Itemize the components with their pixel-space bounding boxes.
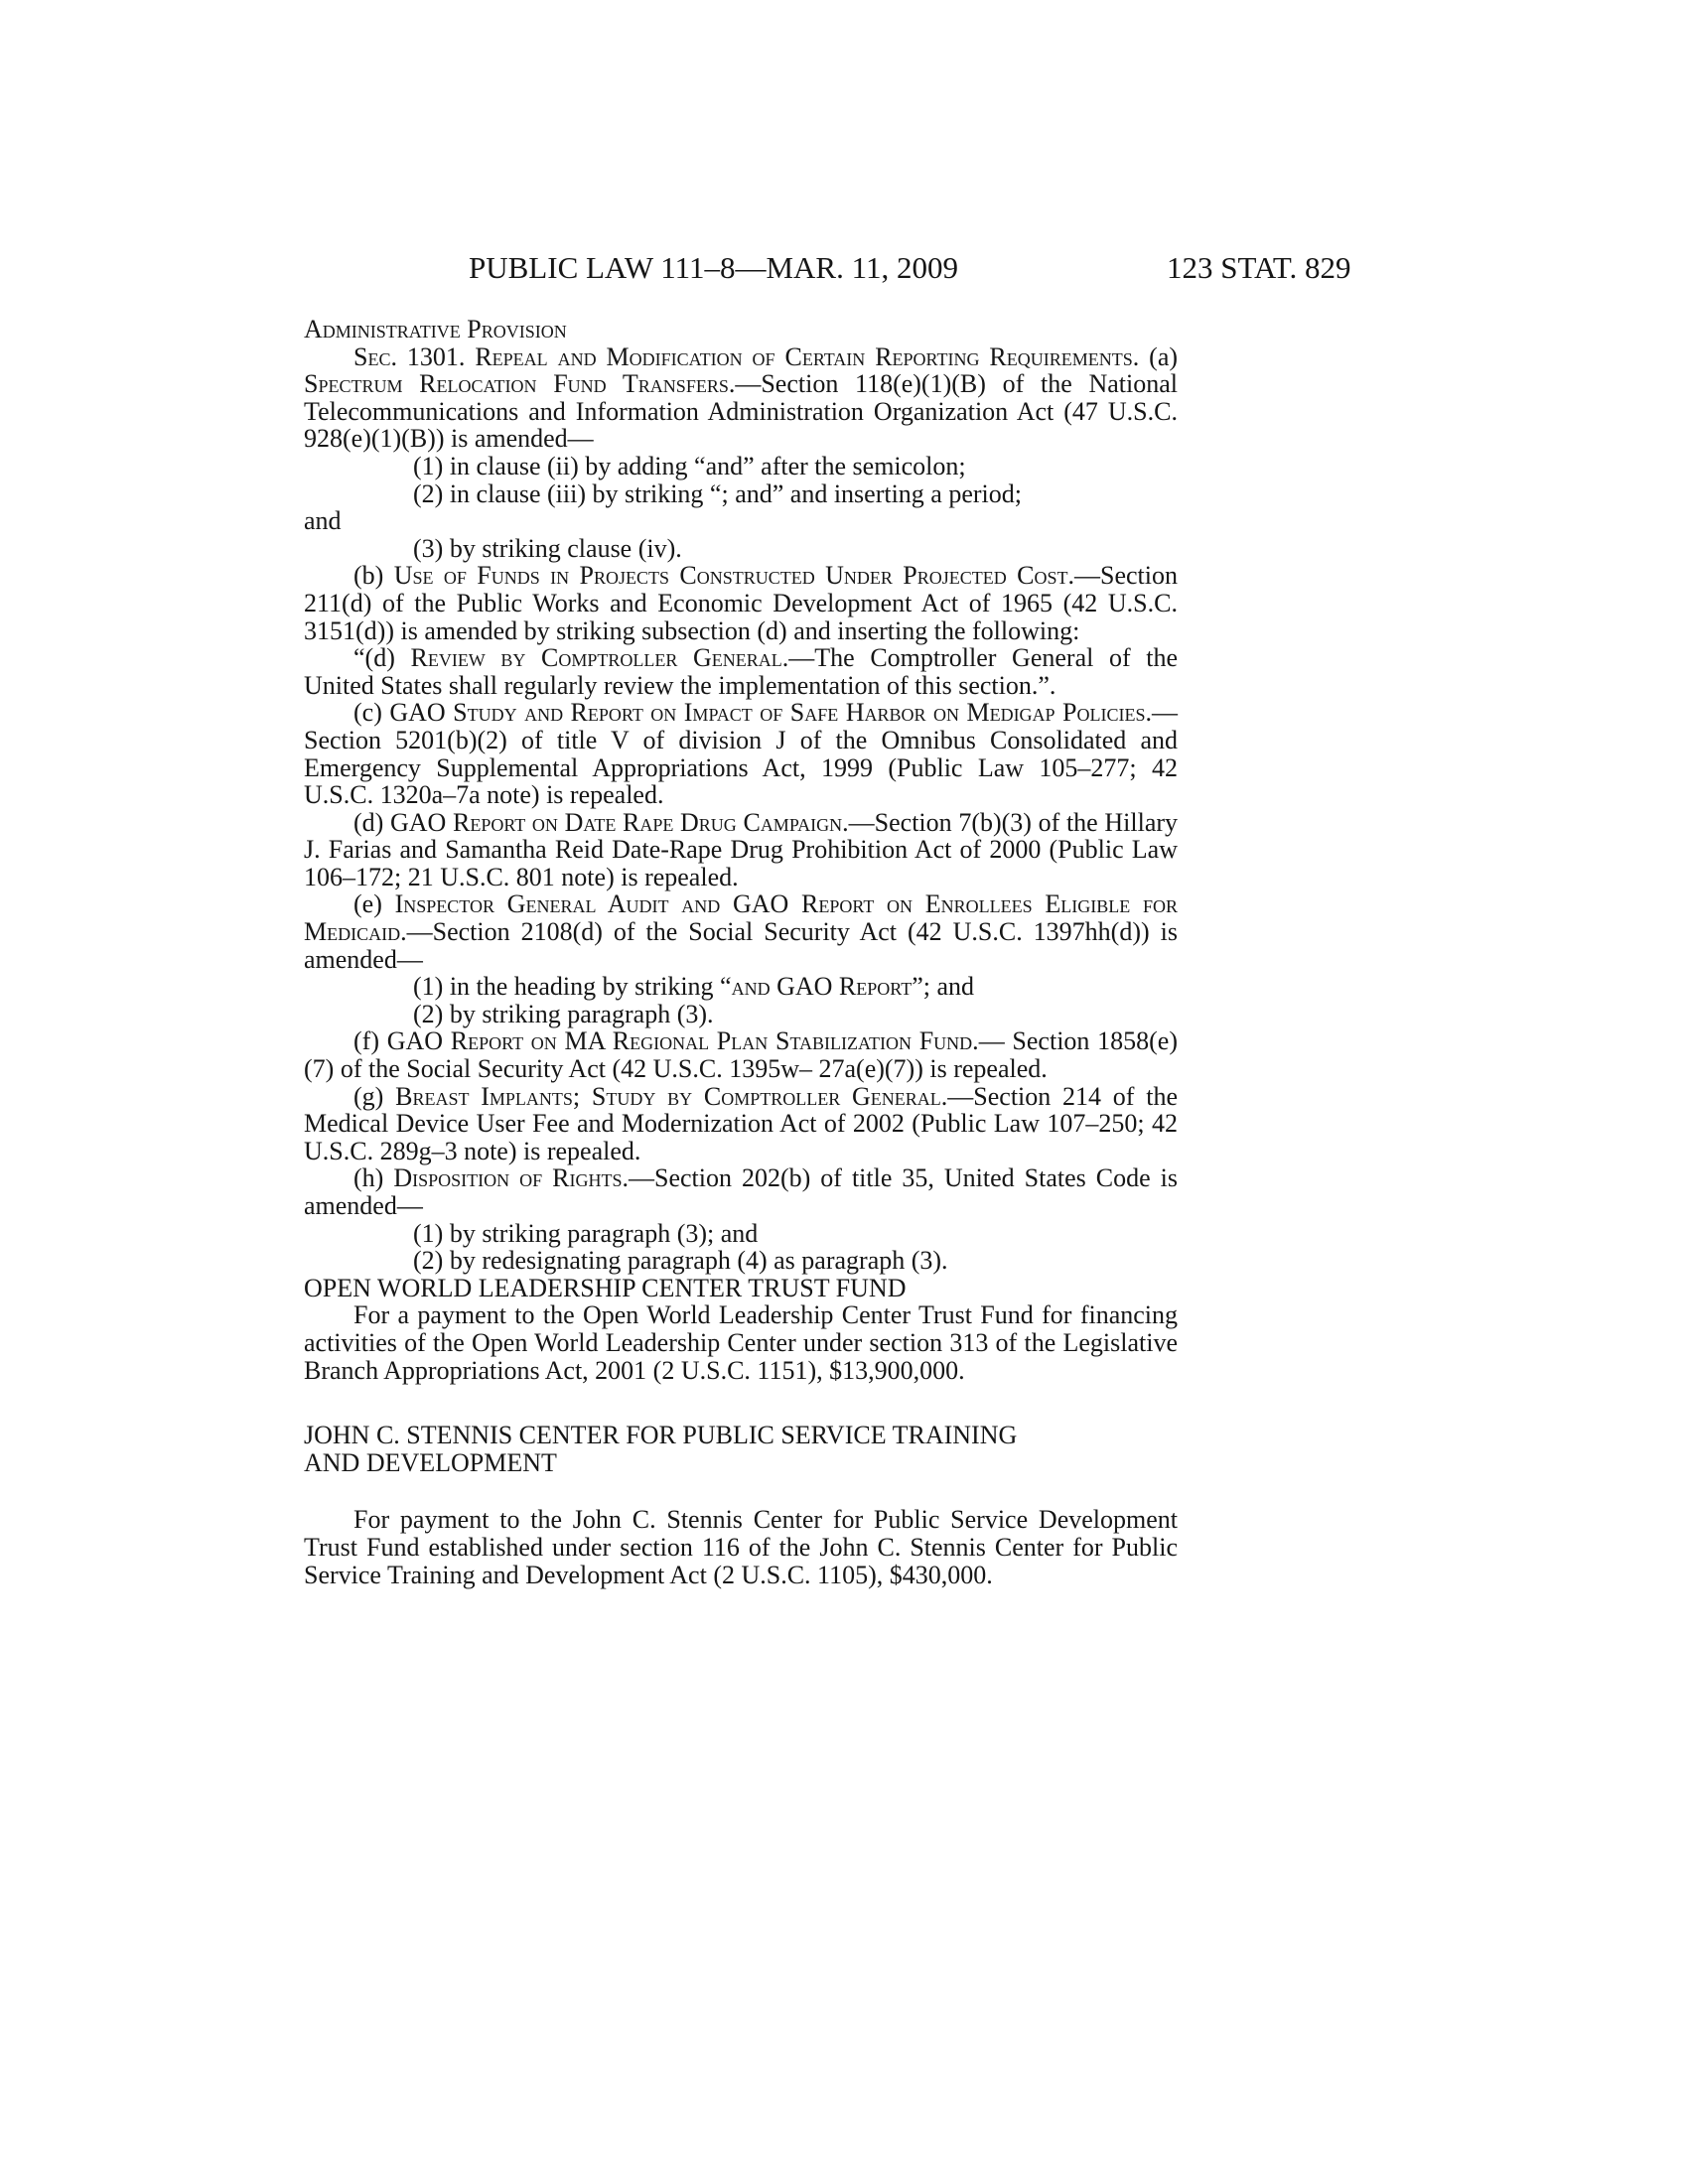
subsection-b-label: (b)	[353, 561, 384, 591]
running-head	[0, 248, 1688, 288]
subsection-d	[304, 809, 1178, 891]
open-world-text: For a payment to the Open World Leadership Center Trust Fund for financing activities of the Open World Leadership Center under section 313 of the Legislative Branch Appropriations Act, 2001 (2 U.S.C. 1151), $13,900,000.	[304, 1300, 1178, 1385]
subsection-d-text: —Section 7(b)(3) of the Hillary J. Farias and Samantha Reid Date-Rape Drug Prohibition Act of 2000 (Public Law 106–172; 21 U.S.C. 801 note) is repealed.	[304, 807, 1179, 891]
subsection-h	[304, 1164, 1178, 1219]
subsection-b-quoted	[304, 644, 1178, 699]
subsection-f-heading: GAO Report on MA Regional Plan Stabilization Fund.	[386, 1026, 979, 1056]
subsection-b	[304, 562, 1178, 644]
quoted-text: —The Comptroller General of the United States shall regularly review the implementation of this section.”.	[304, 643, 1179, 700]
stennis-heading-line1: JOHN C. STENNIS CENTER FOR PUBLIC SERVICE TRAINING	[304, 1421, 1018, 1450]
paragraph-a2-continuation: and	[304, 506, 342, 536]
paragraph-e1-pre: (1) in the heading by striking “	[413, 972, 732, 1002]
section-1301-subsection-a	[304, 343, 1178, 453]
subsection-g	[304, 1083, 1178, 1165]
subsection-c-text: —Section 5201(b)(2) of title V of division J of the Omnibus Consolidated and Emergency Supplemental Appropriations Act, 1999 (Public Law 105–277; 42 U.S.C. 1320a–7a note) is repealed.	[304, 698, 1178, 810]
subsection-f-label: (f)	[353, 1026, 379, 1056]
paragraph-h1: (1) by striking paragraph (3); and	[413, 1218, 759, 1248]
subsection-h-heading: Disposition of Rights.	[393, 1163, 629, 1193]
paragraph-a2: (2) in clause (iii) by striking “; and” and inserting a period;	[413, 478, 1022, 508]
subsection-a-text: —Section 118(e)(1)(B) of the National Telecommunications and Information Administration Organization Act (47 U.S.C. 928(e)(1)(B)) is amended—	[304, 369, 1178, 454]
subsection-g-heading: Breast Implants; Study by Comptroller General.	[395, 1081, 948, 1111]
subsection-h-label: (h)	[353, 1163, 384, 1193]
stennis-text: For payment to the John C. Stennis Center for Public Service Development Trust Fund established under section 116 of the John C. Stennis Center for Public Service Training and Development Act (2 U.S.C. 1105), $430,000.	[304, 1505, 1178, 1589]
paragraph-e2: (2) by striking paragraph (3).	[413, 999, 714, 1028]
subsection-c-label: (c)	[353, 698, 382, 728]
subsection-e-text: —Section 2108(d) of the Social Security Act (42 U.S.C. 1397hh(d)) is amended—	[304, 917, 1178, 974]
subsection-d-label: (d)	[353, 807, 384, 837]
paragraph-e1	[304, 973, 1178, 1001]
subsection-g-text: —Section 214 of the Medical Device User Fee and Modernization Act of 2002 (Public Law 107–250; 42 U.S.C. 289g–3 note) is repealed.	[304, 1081, 1178, 1165]
subsection-f-text: — Section 1858(e)(7) of the Social Security Act (42 U.S.C. 1395w– 27a(e)(7)) is repealed.	[304, 1026, 1179, 1084]
open-world-heading: OPEN WORLD LEADERSHIP CENTER TRUST FUND	[304, 1273, 907, 1302]
subsection-e-heading: Inspector General Audit and GAO Report on Enrollees Eligible for Medicaid.	[304, 889, 1178, 947]
subsection-b-text: —Section 211(d) of the Public Works and Economic Development Act of 1965 (42 U.S.C. 3151(d)) is amended by striking subsection (d) and inserting the following:	[304, 561, 1178, 645]
page-content	[304, 316, 1178, 1588]
administrative-provision-heading: Administrative Provision	[304, 315, 567, 343]
page-citation: 123 STAT. 829	[1167, 250, 1351, 285]
subsection-e	[304, 890, 1178, 973]
subsection-a-heading: Spectrum Relocation Fund Transfers.	[304, 369, 736, 399]
subsection-b-heading: Use of Funds in Projects Constructed Under Projected Cost.	[393, 561, 1074, 591]
subsection-c-heading: GAO Study and Report on Impact of Safe Harbor on Medigap Policies.	[389, 698, 1152, 728]
section-title: Repeal and Modification of Certain Reporting Requirements.	[475, 341, 1140, 371]
subsection-h-text: —Section 202(b) of title 35, United States Code is amended—	[304, 1163, 1178, 1220]
subsection-a-label: (a)	[1149, 341, 1179, 371]
subsection-c	[304, 699, 1178, 808]
paragraph-e1-smallcaps: and GAO Report	[731, 972, 913, 1002]
quoted-heading: Review by Comptroller General.	[410, 643, 789, 673]
stennis-heading	[304, 1422, 1178, 1476]
stennis-heading-line2: AND DEVELOPMENT	[304, 1447, 557, 1477]
paragraph-h2: (2) by redesignating paragraph (4) as paragraph (3).	[413, 1246, 948, 1276]
section-number: Sec. 1301.	[353, 341, 466, 371]
paragraph-a3: (3) by striking clause (iv).	[413, 533, 682, 563]
subsection-g-label: (g)	[353, 1081, 384, 1111]
running-title: PUBLIC LAW 111–8—MAR. 11, 2009	[469, 250, 958, 285]
subsection-d-heading: GAO Report on Date Rape Drug Campaign.	[390, 807, 849, 837]
paragraph-e1-post: ”; and	[912, 972, 975, 1002]
paragraph-a1: (1) in clause (ii) by adding “and” after the semicolon;	[413, 451, 966, 480]
subsection-f	[304, 1027, 1178, 1082]
subsection-e-label: (e)	[353, 889, 382, 919]
quoted-label: “(d)	[353, 643, 395, 673]
